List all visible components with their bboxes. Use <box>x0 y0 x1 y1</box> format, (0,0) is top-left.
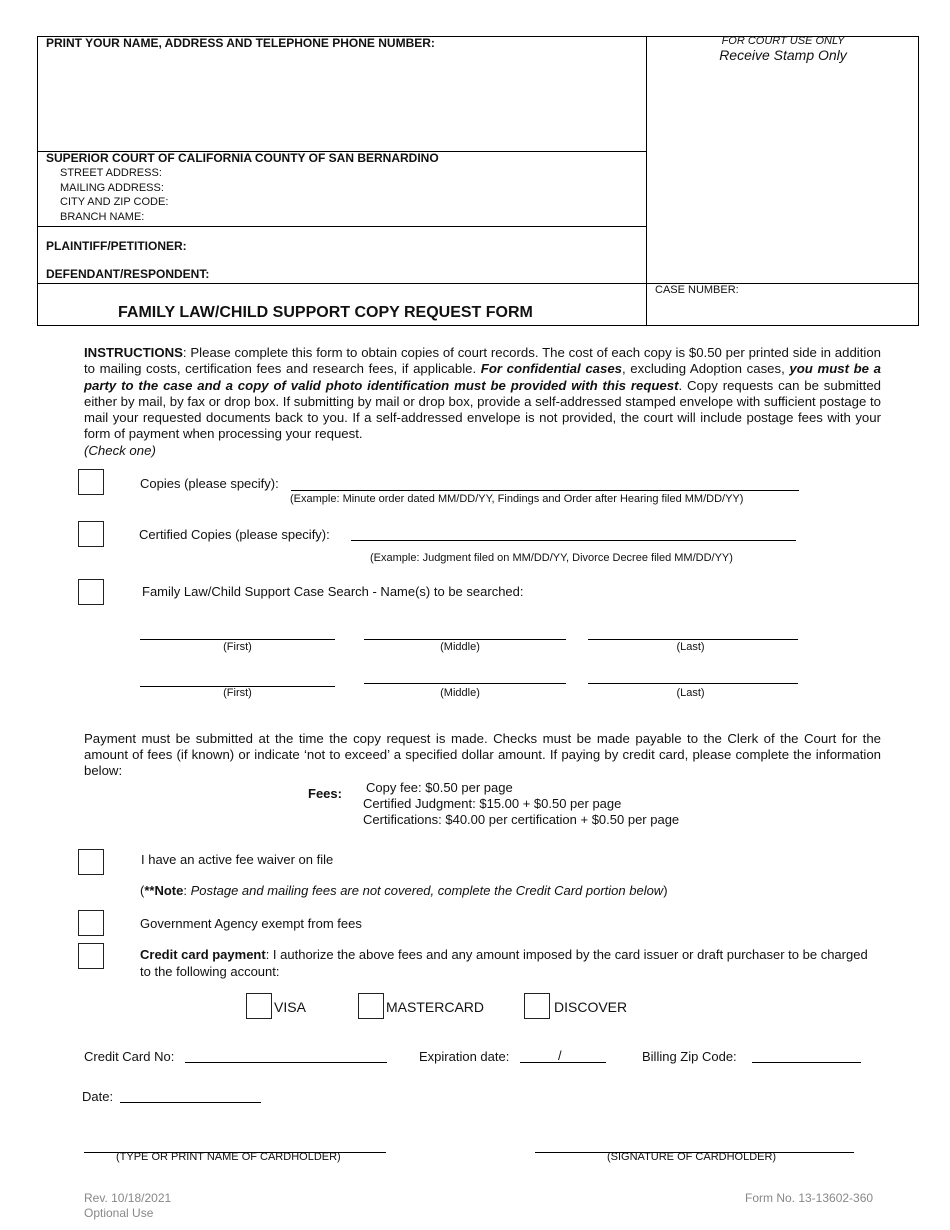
divider-2 <box>37 226 647 227</box>
fee-certifications: Certifications: $40.00 per certification + $0.50 per page <box>363 812 680 827</box>
last-caption-1: (Last) <box>676 641 705 653</box>
note-prefix: **Note <box>144 883 184 898</box>
payment-instructions: Payment must be submitted at the time the copy request is made. Checks must be made payable to the Clerk of the Court for the amount of fees (if known) or indicate ‘not to exceed’ a specified dollar amount. If paying by credit card, please complete the information below: <box>84 731 881 779</box>
billing-zip-line[interactable] <box>752 1062 861 1063</box>
discover-checkbox[interactable] <box>524 993 550 1019</box>
billing-zip-label: Billing Zip Code: <box>642 1049 737 1064</box>
certified-copies-example: (Example: Judgment filed on MM/DD/YY, Divorce Decree filed MM/DD/YY) <box>370 552 733 564</box>
first-caption-1: (First) <box>223 641 252 653</box>
mastercard-label: MASTERCARD <box>386 999 485 1015</box>
case-search-label: Family Law/Child Support Case Search - Name(s) to be searched: <box>142 584 524 599</box>
date-line[interactable] <box>120 1102 261 1103</box>
case-number-label: CASE NUMBER: <box>655 284 739 296</box>
expiration-separator: / <box>558 1048 562 1063</box>
revision-date: Rev. 10/18/2021 <box>84 1191 172 1205</box>
court-name: SUPERIOR COURT OF CALIFORNIA COUNTY OF SAN BERNARDINO <box>46 151 439 165</box>
note: (**Note: Postage and mailing fees are not covered, complete the Credit Card portion below) <box>140 883 668 898</box>
credit-card-authorization: : I authorize the above fees and any amount imposed by the card issuer or draft purchaser to be charged to the following account: <box>140 947 868 979</box>
certified-copies-line[interactable] <box>351 540 796 541</box>
middle-name-line-2[interactable] <box>364 683 566 684</box>
divider-3 <box>37 283 919 284</box>
mastercard-checkbox[interactable] <box>358 993 384 1019</box>
note-text: Postage and mailing fees are not covered, complete the Credit Card portion below <box>190 883 664 898</box>
copies-checkbox[interactable] <box>78 469 104 495</box>
cardholder-name-caption: (TYPE OR PRINT NAME OF CARDHOLDER) <box>116 1151 341 1163</box>
copies-example: (Example: Minute order dated MM/DD/YY, Findings and Order after Hearing filed MM/DD/YY) <box>290 493 744 505</box>
instructions-text-3: . Copy requests can be submitted either by mail, by fax or drop box. If submitting by mail or drop box, provide a self-addressed stamped envelope with sufficient postage to mail your requested documents back to you. If a self-addressed envelope is not provided, the court will include postage fees with your form of payment when processing your request. <box>84 377 881 442</box>
fee-waiver-checkbox[interactable] <box>78 849 104 875</box>
court-use-label: FOR COURT USE ONLY <box>721 35 845 47</box>
check-one-label: (Check one) <box>84 442 156 458</box>
gov-exempt-label: Government Agency exempt from fees <box>140 916 362 931</box>
street-address-label: STREET ADDRESS: <box>60 167 162 179</box>
middle-caption-1: (Middle) <box>440 641 480 653</box>
plaintiff-label: PLAINTIFF/PETITIONER: <box>46 239 187 253</box>
first-name-line-1[interactable] <box>140 639 335 640</box>
visa-label: VISA <box>274 999 306 1015</box>
stamp-label: Receive Stamp Only <box>719 47 847 63</box>
expiration-line[interactable] <box>520 1062 606 1063</box>
mailing-address-label: MAILING ADDRESS: <box>60 182 164 194</box>
visa-checkbox[interactable] <box>246 993 272 1019</box>
certified-copies-checkbox[interactable] <box>78 521 104 547</box>
fees-label: Fees: <box>308 786 342 801</box>
instructions-text-2: , excluding Adoption cases, <box>622 361 790 377</box>
discover-label: DISCOVER <box>554 999 628 1015</box>
defendant-label: DEFENDANT/RESPONDENT: <box>46 267 210 281</box>
credit-card-checkbox[interactable] <box>78 943 104 969</box>
instructions <box>84 345 881 459</box>
case-search-checkbox[interactable] <box>78 579 104 605</box>
name-address-label: PRINT YOUR NAME, ADDRESS AND TELEPHONE PHONE NUMBER: <box>46 36 435 50</box>
instructions-emphasis-2: you must be a party to the case and a copy of valid photo identification must be provided with this request <box>84 361 881 393</box>
gov-exempt-checkbox[interactable] <box>78 910 104 936</box>
cardholder-signature-caption: (SIGNATURE OF CARDHOLDER) <box>607 1151 777 1163</box>
card-number-line[interactable] <box>185 1062 387 1063</box>
fee-waiver-label: I have an active fee waiver on file <box>141 852 334 867</box>
optional-use: Optional Use <box>84 1206 154 1220</box>
expiration-label: Expiration date: <box>419 1049 510 1064</box>
copies-line[interactable] <box>291 490 799 491</box>
last-name-line-2[interactable] <box>588 683 798 684</box>
middle-caption-2: (Middle) <box>440 687 480 699</box>
instructions-heading: INSTRUCTIONS <box>84 345 183 360</box>
copies-label: Copies (please specify): <box>140 476 279 491</box>
last-name-line-1[interactable] <box>588 639 798 640</box>
form-title: FAMILY LAW/CHILD SUPPORT COPY REQUEST FORM <box>118 304 533 321</box>
fee-certified-judgment: Certified Judgment: $15.00 + $0.50 per page <box>363 796 622 811</box>
credit-card-text <box>140 947 880 980</box>
fee-copy: Copy fee: $0.50 per page <box>366 780 513 795</box>
city-zip-label: CITY AND ZIP CODE: <box>60 196 169 208</box>
form-number: Form No. 13-13602-360 <box>745 1191 874 1205</box>
certified-copies-label: Certified Copies (please specify): <box>139 527 330 542</box>
instructions-emphasis-1: For confidential cases <box>480 361 622 377</box>
card-number-label: Credit Card No: <box>84 1049 175 1064</box>
last-caption-2: (Last) <box>676 687 705 699</box>
credit-card-heading: Credit card payment <box>140 947 266 962</box>
instructions-text-1: : Please complete this form to obtain copies of court records. The cost of each copy is $0.50 per printed side in addition to mailing costs, certification fees and research fees, if applicable. <box>84 345 881 377</box>
date-label: Date: <box>82 1089 114 1104</box>
first-caption-2: (First) <box>223 687 252 699</box>
middle-name-line-1[interactable] <box>364 639 566 640</box>
branch-name-label: BRANCH NAME: <box>60 211 145 223</box>
